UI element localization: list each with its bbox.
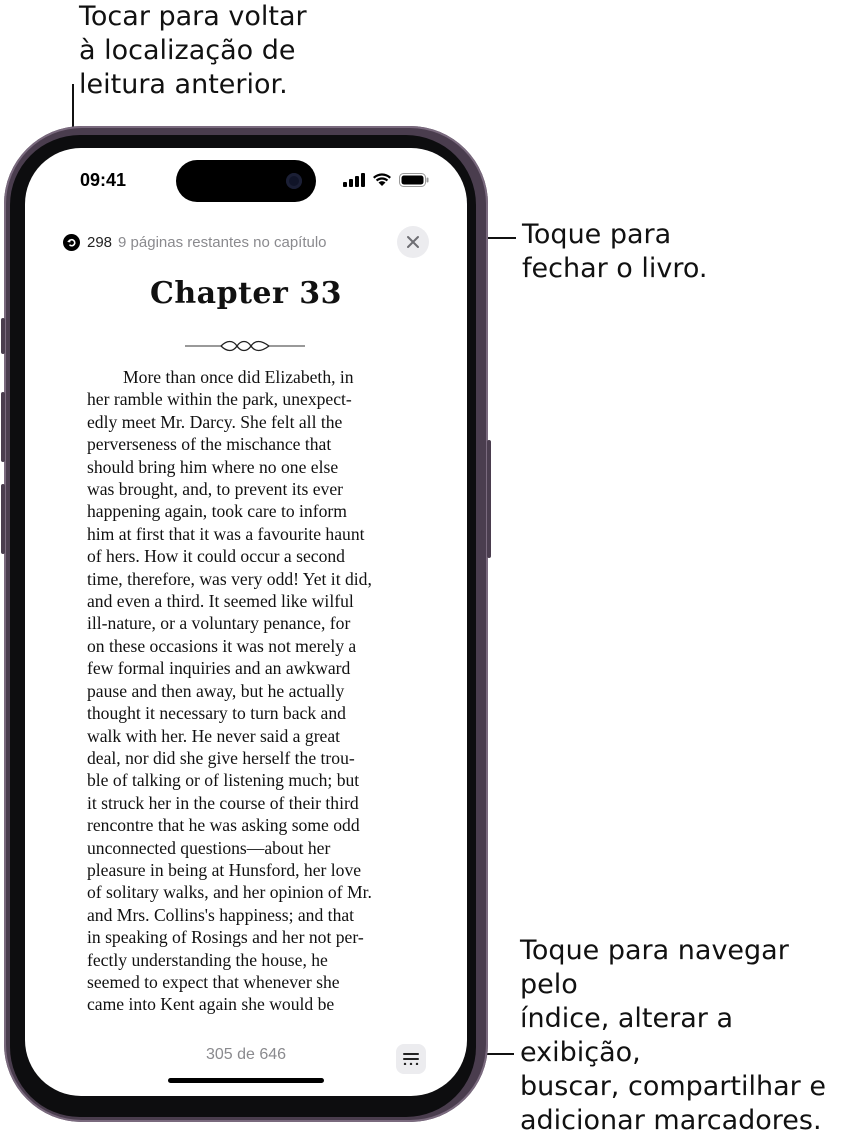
previous-location-page[interactable]: 298 [87,233,113,251]
volume-up-button [1,392,5,462]
text-line: seemed to expect that whenever she [87,971,340,992]
back-arrow-circle-icon[interactable] [63,234,80,251]
cellular-signal-icon [343,173,365,187]
text-line: rencontre that he was asking some odd [87,815,360,836]
text-line: ill-nature, or a voluntary penance, for [87,613,351,634]
wifi-icon [372,172,392,187]
text-line: should bring him where no one else [87,456,339,477]
text-line: walk with her. He never said a great [87,725,341,746]
text-line: fectly understanding the house, he [87,949,328,970]
action-button [1,318,5,354]
callout-back: Tocar para voltar à localização de leitura anterior. [79,1,307,100]
screen [25,148,467,1096]
text-line: in speaking of Rosings and her not per- [87,927,364,948]
text-line: few formal inquiries and an awkward [87,658,351,679]
text-line: deal, nor did she give herself the trou- [87,747,355,768]
text-line: perverseness of the mischance that [87,434,332,455]
callout-close: Toque para fechar o livro. [522,219,708,284]
text-line: pause and then away, but he actually [87,680,345,701]
menu-icon [403,1053,419,1065]
text-line: and Mrs. Collins's happiness; and that [87,904,355,925]
close-icon [406,235,420,249]
page-position: 305 de 646 [205,1046,287,1063]
text-line: of hers. How it could occur a second [87,546,345,567]
text-line: time, therefore, was very odd! Yet it did, [87,568,372,589]
text-line: More than once did Elizabeth, in [123,367,354,387]
power-button [487,440,491,558]
text-line: happening again, took care to inform [87,501,347,522]
chapter-ornament-icon [185,338,305,354]
text-line: pleasure in being at Hunsford, her love [87,859,362,880]
camera-icon [286,173,302,189]
text-line: thought it necessary to turn back and [87,703,346,724]
text-line: her ramble within the park, unexpect- [87,389,352,410]
volume-down-button [1,484,5,554]
battery-icon [399,173,429,187]
text-line: him at first that it was a favourite haunt [87,523,365,544]
close-book-button[interactable] [397,226,429,258]
status-icons [343,172,429,187]
text-line: and even a third. It seemed like wilful [87,591,354,612]
text-line: was brought, and, to prevent its ever [87,479,344,500]
text-line: unconnected questions—about her [87,837,331,858]
home-indicator[interactable] [168,1078,324,1083]
reader-menu-button[interactable] [396,1044,426,1074]
text-line: edly meet Mr. Darcy. She felt all the [87,411,343,432]
dynamic-island [176,160,316,202]
pages-remaining: 9 páginas restantes no capítulo [118,233,327,251]
reader-top-bar [63,228,429,256]
book-body-text [87,366,427,1016]
chapter-title: Chapter 33 [149,276,343,311]
text-line: on these occasions it was not merely a [87,635,357,656]
text-line: it struck her in the course of their third [87,792,359,813]
callout-menu: Toque para navegar pelo índice, alterar a exibição, buscar, compartilhar e adicionar marcadores. [520,935,826,1136]
status-time: 09:41 [80,170,127,190]
text-line: of solitary walks, and her opinion of Mr. [87,882,372,903]
text-line: ble of talking or of listening much; but [87,770,360,791]
text-line: came into Kent again she would be [87,994,335,1015]
